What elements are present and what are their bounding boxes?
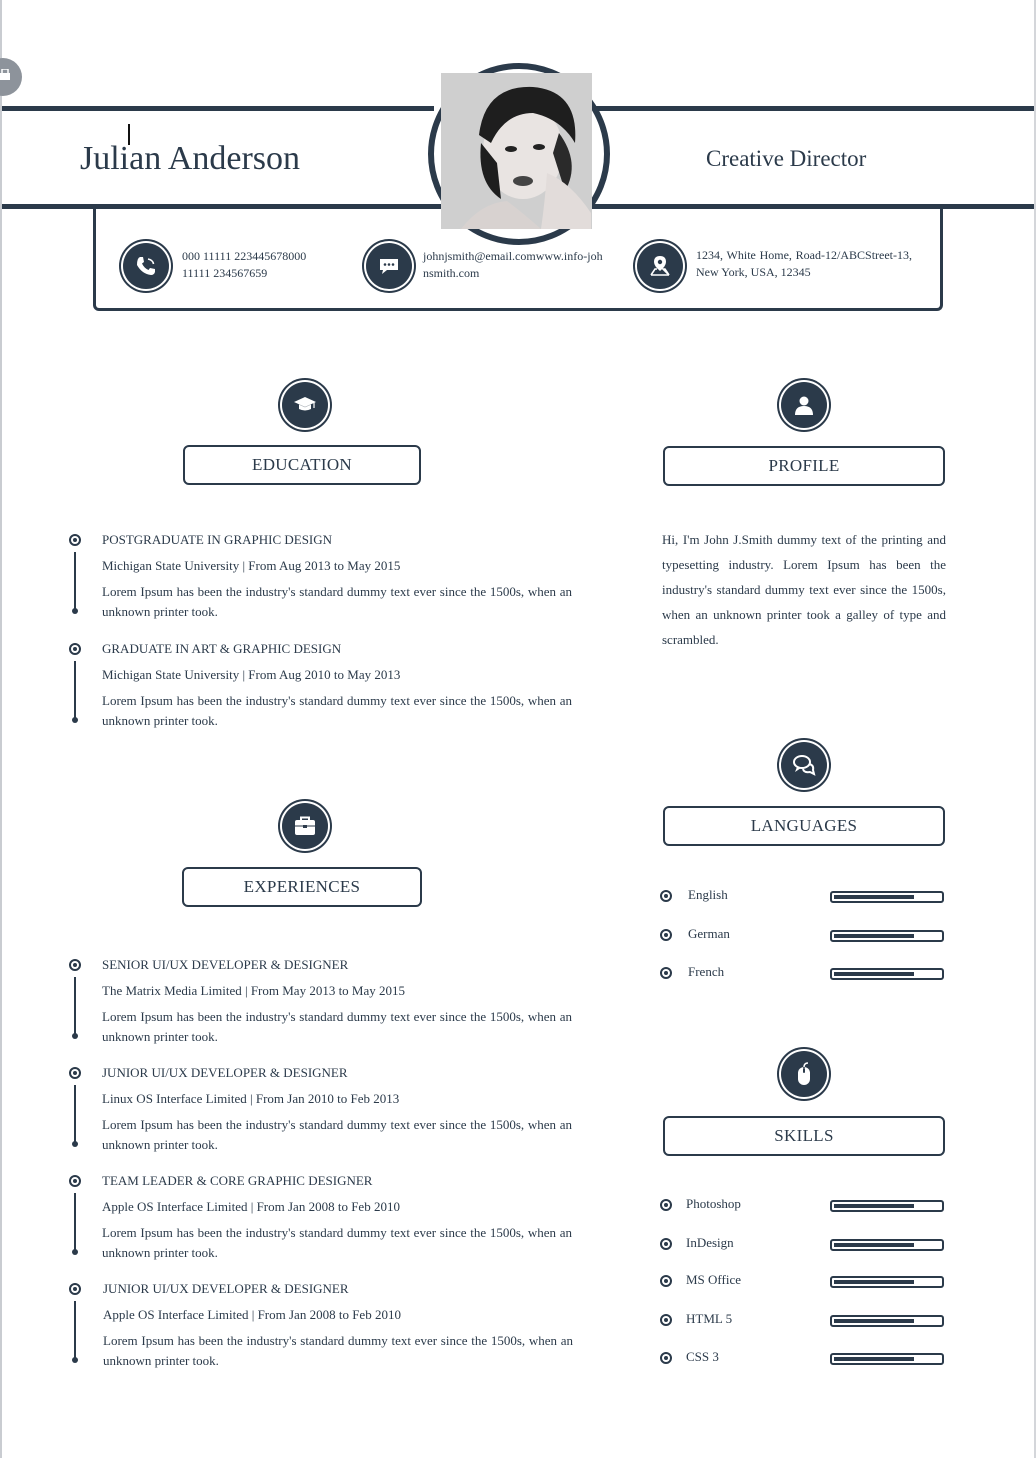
level-bar [830, 1315, 944, 1327]
contact-email[interactable]: johnjsmith@email.comwww.info-johnsmith.com [423, 249, 603, 280]
skill-item [658, 1235, 948, 1255]
level-fill [834, 1319, 914, 1323]
entry-description: Lorem Ipsum has been the industry's standard dummy text ever since the 1500s, when an unknown printer took. [102, 1009, 572, 1044]
item-bullet [660, 929, 672, 941]
entry-subtitle: Apple OS Interface Limited | From Jan 2008 to Feb 2010 [102, 1199, 400, 1214]
experience-entry [66, 1281, 576, 1371]
level-fill [834, 895, 914, 899]
languages-heading: LANGUAGES [663, 806, 945, 846]
skill-name: MS Office [686, 1272, 742, 1287]
header-top-rule-left [2, 106, 434, 111]
mouse-icon [792, 1062, 816, 1086]
entry-title: POSTGRADUATE IN GRAPHIC DESIGN [102, 532, 333, 547]
item-bullet [660, 1314, 672, 1326]
profile-icon-badge [781, 382, 827, 428]
language-name: German [688, 926, 730, 941]
experience-entry [66, 1173, 576, 1263]
phone-icon-badge [123, 243, 169, 289]
print-icon [0, 69, 10, 83]
map-pin-icon [648, 254, 672, 278]
timeline-line [74, 661, 76, 719]
experiences-icon-badge [282, 803, 328, 849]
education-heading: EDUCATION [183, 445, 421, 485]
contact-phone: 000 11111 223445678000 11111 234567659 [182, 249, 307, 280]
entry-title: TEAM LEADER & CORE GRAPHIC DESIGNER [102, 1173, 373, 1188]
timeline-line [74, 977, 76, 1035]
profile-heading: PROFILE [663, 446, 945, 486]
user-icon [792, 393, 816, 417]
languages-icon-badge [781, 742, 827, 788]
level-bar [830, 1239, 944, 1251]
skill-name: InDesign [686, 1235, 734, 1250]
item-bullet [660, 1238, 672, 1250]
level-fill [834, 1204, 914, 1208]
contact-address: 1234, White Home, Road-12/ABCStreet-13, New York, USA, 12345 [696, 248, 912, 279]
skills-heading: SKILLS [663, 1116, 945, 1156]
level-fill [834, 1280, 914, 1284]
skill-item [658, 1196, 948, 1216]
level-bar [830, 891, 944, 903]
phone-icon [134, 254, 158, 278]
item-bullet [660, 1275, 672, 1287]
entry-subtitle: Linux OS Interface Limited | From Jan 2010 to Feb 2013 [102, 1091, 400, 1106]
timeline-dot [72, 717, 78, 723]
entry-description: Lorem Ipsum has been the industry's standard dummy text ever since the 1500s, when an unknown printer took. [102, 1117, 572, 1152]
timeline-line [74, 1301, 76, 1359]
level-fill [834, 1357, 914, 1361]
entry-bullet [69, 1175, 81, 1187]
briefcase-icon [293, 814, 317, 838]
entry-title: JUNIOR UI/UX DEVELOPER & DESIGNER [102, 1065, 348, 1080]
timeline-dot [72, 1357, 78, 1363]
entry-title: GRADUATE IN ART & GRAPHIC DESIGN [102, 641, 342, 656]
entry-subtitle: Michigan State University | From Aug 2013 to May 2015 [102, 558, 401, 573]
profile-text: Hi, I'm John J.Smith dummy text of the printing and typesetting industry. Lorem Ipsum has been the industry's standard dummy text ever since the 1500s, when an unknown printer took a galley of type and scrambled. [662, 532, 946, 647]
level-bar [830, 1353, 944, 1365]
item-bullet [660, 890, 672, 902]
language-name: French [688, 964, 725, 979]
entry-subtitle: Apple OS Interface Limited | From Jan 2008 to Feb 2010 [103, 1307, 401, 1322]
timeline-dot [72, 1033, 78, 1039]
timeline-line [74, 1085, 76, 1143]
skill-item [658, 1272, 948, 1292]
entry-subtitle: The Matrix Media Limited | From May 2013 to May 2015 [102, 983, 406, 998]
entry-bullet [69, 1283, 81, 1295]
chat-icon [377, 254, 401, 278]
timeline-line [74, 552, 76, 610]
entry-title: JUNIOR UI/UX DEVELOPER & DESIGNER [103, 1281, 349, 1296]
candidate-role: Creative Director [706, 146, 867, 171]
entry-title: SENIOR UI/UX DEVELOPER & DESIGNER [102, 957, 349, 972]
language-item [658, 964, 948, 984]
language-item [658, 926, 948, 946]
level-fill [834, 934, 914, 938]
skills-icon-badge [781, 1051, 827, 1097]
skill-name: CSS 3 [686, 1349, 719, 1364]
item-bullet [660, 1199, 672, 1211]
profile-photo [441, 73, 592, 229]
item-bullet [660, 1352, 672, 1364]
timeline-dot [72, 1141, 78, 1147]
experience-entry [66, 957, 576, 1047]
entry-bullet [69, 643, 81, 655]
skill-name: Photoshop [686, 1196, 741, 1211]
education-entry [66, 641, 576, 731]
experience-entry [66, 1065, 576, 1155]
level-fill [834, 1243, 914, 1247]
graduation-cap-icon [293, 393, 317, 417]
speech-bubbles-icon [792, 753, 816, 777]
entry-subtitle: Michigan State University | From Aug 2010 to May 2013 [102, 667, 401, 682]
item-bullet [660, 967, 672, 979]
entry-description: Lorem Ipsum has been the industry's standard dummy text ever since the 1500s, when an unknown printer took. [102, 693, 572, 728]
level-bar [830, 930, 944, 942]
skill-item [658, 1349, 948, 1369]
language-name: English [688, 887, 728, 902]
entry-description: Lorem Ipsum has been the industry's standard dummy text ever since the 1500s, when an unknown printer took. [102, 1225, 572, 1260]
level-bar [830, 968, 944, 980]
map-pin-icon-badge [637, 243, 683, 289]
page-left-border [0, 0, 2, 1458]
header-top-rule-right [596, 106, 1034, 111]
level-fill [834, 972, 914, 976]
entry-description: Lorem Ipsum has been the industry's standard dummy text ever since the 1500s, when an unknown printer took. [102, 584, 572, 619]
timeline-dot [72, 608, 78, 614]
level-bar [830, 1276, 944, 1288]
language-item [658, 887, 948, 907]
skill-name: HTML 5 [686, 1311, 733, 1326]
entry-bullet [69, 534, 81, 546]
entry-bullet [69, 959, 81, 971]
chat-icon-badge [366, 243, 412, 289]
candidate-name: Julian Anderson [80, 140, 301, 177]
entry-bullet [69, 1067, 81, 1079]
timeline-dot [72, 1249, 78, 1255]
education-entry [66, 532, 576, 622]
timeline-line [74, 1193, 76, 1251]
experiences-heading: EXPERIENCES [182, 867, 422, 907]
education-icon-badge [282, 382, 328, 428]
level-bar [830, 1200, 944, 1212]
side-panel-button[interactable] [0, 58, 22, 96]
entry-description: Lorem Ipsum has been the industry's standard dummy text ever since the 1500s, when an unknown printer took. [103, 1333, 573, 1368]
skill-item [658, 1311, 948, 1331]
